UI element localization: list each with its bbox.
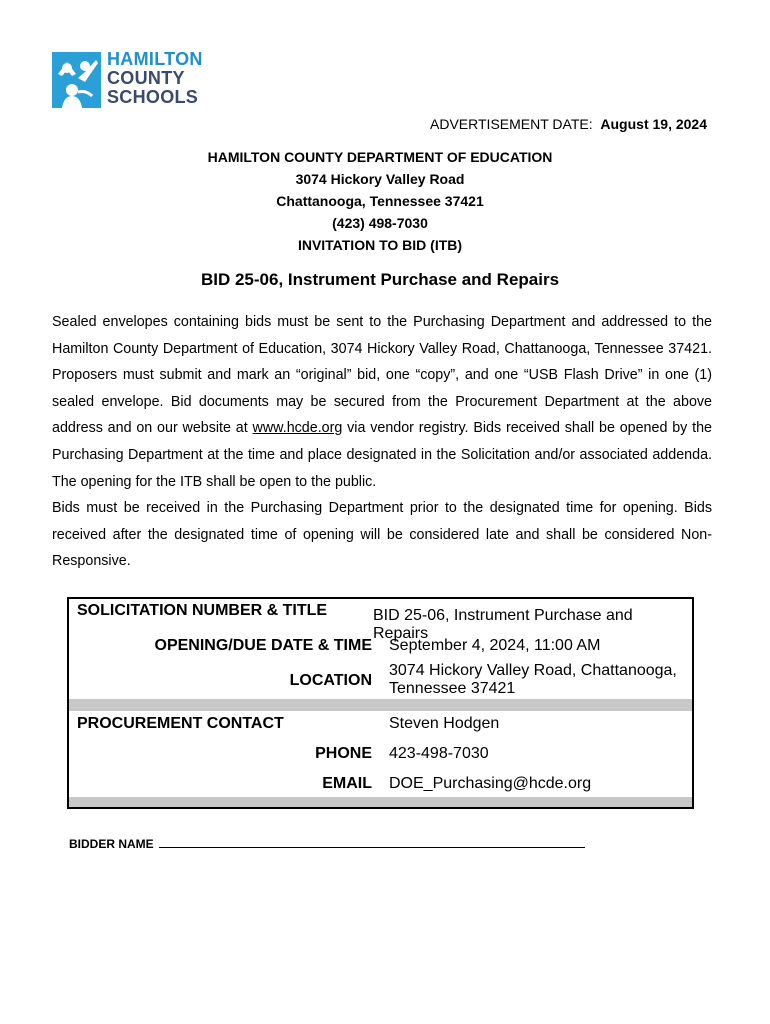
logo-figures-icon xyxy=(52,52,101,108)
website-link[interactable]: www.hcde.org xyxy=(252,420,343,437)
bidder-name-field xyxy=(69,835,585,851)
document-header xyxy=(0,146,770,256)
solicitation-info-table xyxy=(67,597,694,809)
opening-label: OPENING/DUE DATE & TIME xyxy=(154,637,372,654)
advertisement-label: ADVERTISEMENT DATE: xyxy=(430,116,593,132)
org-city: Chattanooga, Tennessee 37421 xyxy=(276,193,484,209)
logo-wordmark xyxy=(107,50,203,107)
logo-line-2: COUNTY xyxy=(107,68,185,88)
opening-value: September 4, 2024, 11:00 AM xyxy=(389,637,601,654)
org-name: HAMILTON COUNTY DEPARTMENT OF EDUCATION xyxy=(207,149,553,165)
advertisement-date xyxy=(430,116,707,132)
doc-type: INVITATION TO BID (ITB) xyxy=(297,237,463,253)
bidder-name-line[interactable] xyxy=(159,835,585,848)
logo-line-1: HAMILTON xyxy=(107,49,203,69)
phone-value: 423-498-7030 xyxy=(389,745,489,762)
advertisement-date-value: August 19, 2024 xyxy=(600,116,707,132)
location-label: LOCATION xyxy=(289,672,372,689)
solicitation-value: BID 25-06, Instrument Purchase and Repairs xyxy=(373,607,633,642)
table-separator xyxy=(69,699,692,711)
logo-line-3: SCHOOLS xyxy=(107,87,199,107)
contact-label: PROCUREMENT CONTACT xyxy=(77,715,284,732)
contact-value: Steven Hodgen xyxy=(389,715,500,732)
org-phone: (423) 498-7030 xyxy=(332,215,428,231)
bidder-label: BIDDER NAME xyxy=(69,837,154,851)
paragraph-2: Bids must be received in the Purchasing Department prior to the designated time for opening. Bids received after the designated time of opening will be considered late and shall be considered Non-Responsive. xyxy=(52,500,712,570)
solicitation-label: SOLICITATION NUMBER & TITLE xyxy=(77,602,328,619)
email-value: DOE_Purchasing@hcde.org xyxy=(389,775,592,792)
location-value: 3074 Hickory Valley Road, Chattanooga, Tennessee 37421 xyxy=(389,662,677,697)
bid-title: BID 25-06, Instrument Purchase and Repairs xyxy=(200,270,560,289)
bid-instructions xyxy=(52,309,712,575)
table-footer-band xyxy=(69,797,692,807)
district-logo xyxy=(52,50,222,110)
phone-label: PHONE xyxy=(315,745,372,762)
paragraph-1: Sealed envelopes containing bids must be sent to the Purchasing Department and addressed to the Hamilton County Department of Education, 3074 Hickory Valley Road, Chattanooga, Tennessee 37421. Proposers must submit and mark an “original” bid, one “copy”, and one “USB Flash Drive” in one (1) sealed envelope. Bid documents may be secured from the Procurement Department at the above address and on our website at www.hcde.org via vendor registry. Bids received shall be opened by the Purchasing Department at the time and place designated in the Solicitation and/or associated addenda. The opening for the ITB shall be open to the public. xyxy=(52,314,712,490)
email-label: EMAIL xyxy=(322,775,372,792)
org-street: 3074 Hickory Valley Road xyxy=(295,171,465,187)
